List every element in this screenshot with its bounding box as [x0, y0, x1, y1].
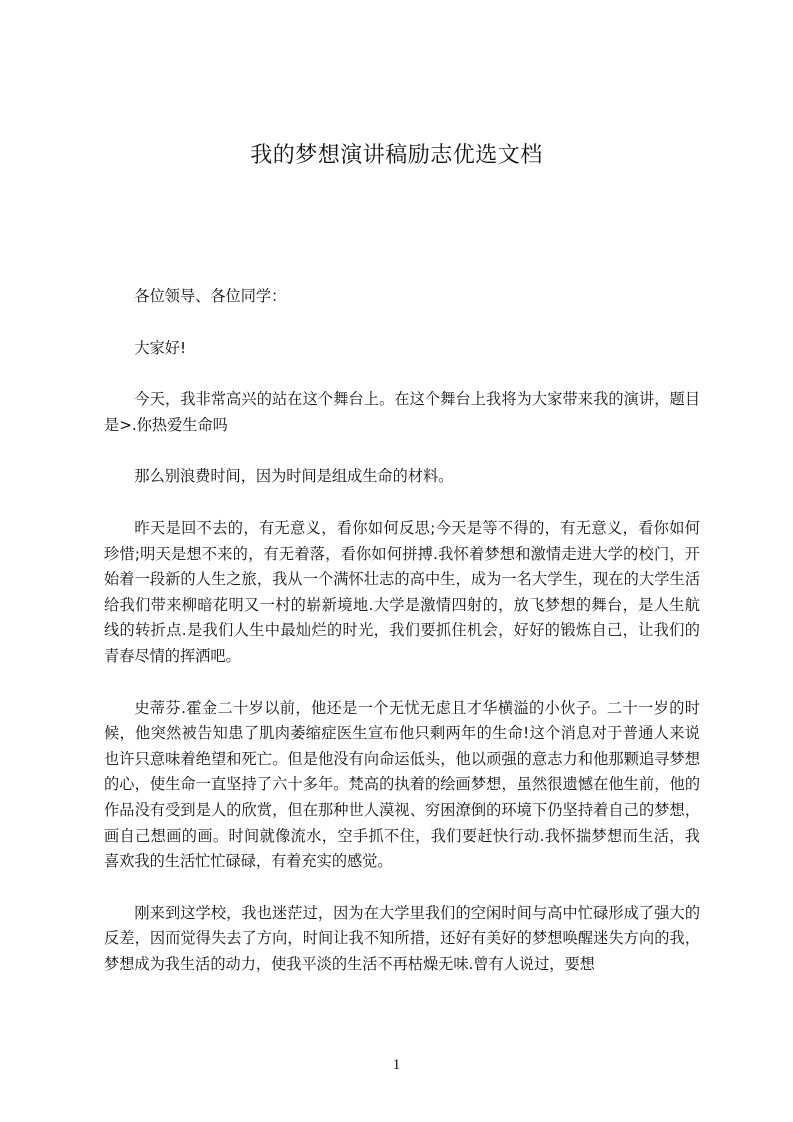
- document-body: [104, 284, 700, 1003]
- page-number: 1: [392, 1057, 401, 1073]
- paragraph-greeting: 大家好!: [134, 338, 187, 357]
- paragraph-time: 那么别浪费时间，因为时间是组成生命的材料。: [134, 467, 454, 486]
- paragraph-introduction: 今天，我非常高兴的站在这个舞台上。在这个舞台上我将为大家带来我的演讲，题目是>.你热爱生命吗: [104, 390, 700, 434]
- paragraph-yesterday-today-tomorrow: 昨天是回不去的，有无意义，看你如何反思;今天是等不得的，有无意义，看你如何珍惜;明天是想不来的，有无着落，看你如何拼搏.我怀着梦想和激情走进大学的校门，开始着一段新的人生之旅，我从一个满怀壮志的高中生，成为一名大学生，现在的大学生活给我们带来柳暗花明又一村的崭新境地.大学是激情四射的，放飞梦想的舞台，是人生航线的转折点.是我们人生中最灿烂的时光，我们要抓住机会，好好的锻炼自己，让我们的青春尽情的挥洒吧。: [104, 518, 700, 665]
- document-title: 我的梦想演讲稿励志优选文档: [250, 143, 543, 168]
- paragraph-hawking-van-gogh: 史蒂芬.霍金二十岁以前，他还是一个无忧无虑且才华横溢的小伙子。二十一岁的时候，他突然被告知患了肌肉萎缩症医生宣布他只剩两年的生命!这个消息对于普通人来说也许只意味着绝望和死亡。但是他没有向命运低头，他以顽强的意志力和他那颗追寻梦想的心，使生命一直坚持了六十多年。梵高的执着的绘画梦想，虽然很遗憾在他生前，他的作品没有受到是人的欣赏，但在那种世人漠视、穷困潦倒的环境下仍坚持着自己的梦想，画自己想画的画。时间就像流水，空手抓不住，我们要赶快行动.我怀揣梦想而生活，我喜欢我的生活忙忙碌碌，有着充实的感觉。: [104, 698, 700, 871]
- paragraph-salutation: 各位领导、各位同学：: [134, 287, 287, 305]
- paragraph-arrival: 刚来到这学校，我也迷茫过，因为在大学里我们的空闲时间与高中忙碌形成了强大的反差，因而觉得失去了方向，时间让我不知所措，还好有美好的梦想唤醒迷失方向的我，梦想成为我生活的动力，使我平淡的生活不再枯燥无味.曾有人说过，要想: [104, 903, 700, 973]
